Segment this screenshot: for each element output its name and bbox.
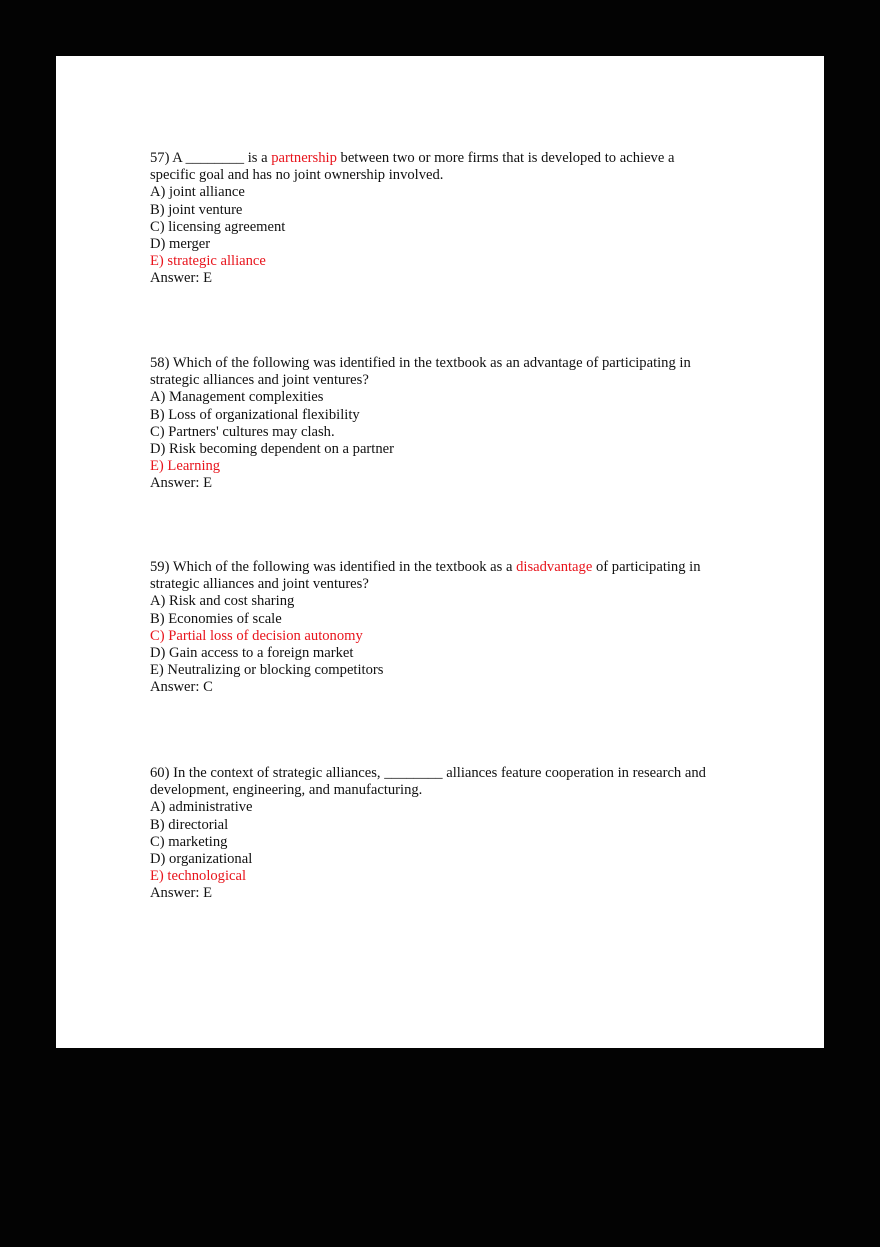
question-stem-line bbox=[150, 782, 740, 799]
option-c: C) marketing bbox=[150, 833, 228, 850]
option-e-correct: E) strategic alliance bbox=[150, 253, 266, 270]
question-stem-line bbox=[150, 576, 740, 593]
answer-line: Answer: C bbox=[150, 679, 213, 696]
option-c: C) Partners' cultures may clash. bbox=[150, 423, 335, 440]
option-e: E) Neutralizing or blocking competitors bbox=[150, 662, 384, 679]
answer-line: Answer: E bbox=[150, 270, 213, 287]
question-60 bbox=[150, 765, 740, 903]
stem-text: strategic alliances and joint ventures? bbox=[150, 576, 369, 593]
option-a: A) Risk and cost sharing bbox=[150, 593, 295, 610]
question-58 bbox=[150, 355, 740, 493]
option-a: A) joint alliance bbox=[150, 184, 245, 201]
option-a: A) administrative bbox=[150, 799, 253, 816]
stem-text: strategic alliances and joint ventures? bbox=[150, 372, 369, 389]
stem-text: 57) A ________ is a bbox=[150, 150, 272, 166]
option-d: D) Risk becoming dependent on a partner bbox=[150, 441, 394, 458]
answer-line: Answer: E bbox=[150, 475, 213, 492]
option-d: D) Gain access to a foreign market bbox=[150, 645, 354, 662]
answer-line: Answer: E bbox=[150, 885, 213, 902]
stem-text: of participating in bbox=[592, 559, 701, 575]
option-e-correct: E) Learning bbox=[150, 458, 221, 475]
question-57 bbox=[150, 150, 740, 288]
stem-text: 58) Which of the following was identified in the textbook as an advantage of participating in bbox=[150, 355, 691, 371]
question-stem-line bbox=[150, 355, 740, 372]
highlighted-keyword: partnership bbox=[271, 150, 337, 166]
stem-text: 59) Which of the following was identified in the textbook as a bbox=[150, 559, 517, 575]
question-stem-line bbox=[150, 372, 740, 389]
option-d: D) organizational bbox=[150, 851, 253, 868]
question-stem-line bbox=[150, 765, 740, 782]
stem-text: development, engineering, and manufacturing. bbox=[150, 782, 423, 799]
question-59 bbox=[150, 559, 740, 697]
option-b: B) Economies of scale bbox=[150, 610, 282, 627]
option-e-correct: E) technological bbox=[150, 868, 247, 885]
option-c-correct: C) Partial loss of decision autonomy bbox=[150, 627, 363, 644]
question-stem-line bbox=[150, 167, 740, 184]
option-d: D) merger bbox=[150, 236, 211, 253]
option-b: B) joint venture bbox=[150, 201, 243, 218]
question-stem-line bbox=[150, 559, 740, 576]
option-b: B) Loss of organizational flexibility bbox=[150, 406, 360, 423]
question-stem-line bbox=[150, 150, 740, 167]
option-a: A) Management complexities bbox=[150, 389, 324, 406]
document-page bbox=[56, 56, 824, 1048]
option-b: B) directorial bbox=[150, 816, 229, 833]
stem-text: between two or more firms that is developed to achieve a bbox=[336, 150, 675, 166]
stem-text: specific goal and has no joint ownership involved. bbox=[150, 167, 444, 184]
stem-text: 60) In the context of strategic alliances, ________ alliances feature cooperation in research and bbox=[150, 765, 706, 781]
option-c: C) licensing agreement bbox=[150, 218, 286, 235]
highlighted-keyword: disadvantage bbox=[516, 559, 593, 575]
